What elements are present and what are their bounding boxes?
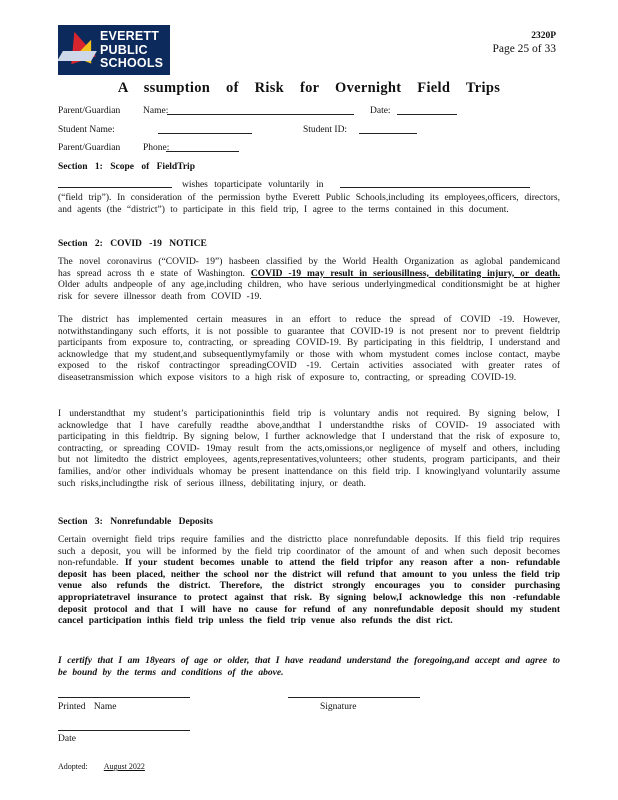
covid-paragraph-2: The district has implemented certain measures in an effort to reduce the spread of COVID -19. However, notwithstandingany such efforts, it is not possible to guarantee that COVID-19 is not present nor to prevent fieldtrip participants from exposure to, contracting, or spreading COVID-19. By participating in this fieldtrip, I understand and acknowledge that my student,and subsequentlymyfamily or those with whom mystudent comes inclose contact, maybe exposed to the riskof contractingor spreadingCOVID -19. Certain activities associated with greater rates of diseasetransmission which expose visitors to a high risk of exposure to, contracting, or spreading COVID-19. (58, 315, 560, 383)
deposits-paragraph: Certain overnight field trips require families and the districtto place nonrefundable deposits. If this field trip requires such a deposit, you will be informed by the field trip coordinator of the amount of and when such deposit becomes non-refundable. If your student becomes unable to attend the field tripfor any reason after a non- refundable deposit has been placed, neither the school nor the district will refund that amount to you unless the field trip venue also refunds the district. Therefore, the district strongly encourages you to consider purchasing appropriatetravel insurance to protect against that risk. By signing below,I acknowledge this non -refundable deposit protocol and that I will have no cause for refund of any nonrefundable deposit should my student cancel participation inthis field trip unless the field trip venue also refunds the dist rict. (58, 535, 560, 627)
section-3-heading: Section 3: Nonrefundable Deposits (58, 517, 213, 527)
section-1-heading: Section 1: Scope of FieldTrip (58, 162, 195, 172)
page-number: Page 25 of 33 (492, 43, 556, 55)
parent-name-field[interactable] (167, 106, 354, 115)
date-signed-line[interactable] (58, 730, 190, 731)
covid-paragraph-1: The novel coronavirus (“COVID- 19”) hasbeen classified by the World Health Organization as aglobal pandemicand has spread across th e state of Washington. COVID -19 may result in seriousillness, debilitating injury, or death. Older adults andpeople of any age,including children, who have serious underlyingmedical conditionsmight be at higher risk for severe illnessor death from COVID -19. (58, 257, 560, 302)
signature-line[interactable] (288, 697, 420, 698)
date-field[interactable] (397, 106, 457, 115)
student-id-field[interactable] (359, 125, 417, 134)
student-participant-field[interactable] (58, 179, 172, 188)
date-label: Date: (370, 106, 391, 116)
phone-field[interactable] (166, 143, 239, 152)
student-name-field[interactable] (158, 125, 252, 134)
printed-name-line[interactable] (58, 697, 190, 698)
certification-statement: I certify that I am 18years of age or older, that I have readand understand the foregoing,and accept and agree to be bound by the terms and conditions of the above. (58, 656, 560, 678)
parent-name-row: Parent/Guardian Name: (58, 106, 169, 116)
covid-paragraph-3: I understandthat my student’s participationinthis field trip is voluntary andis not required. By signing below, I acknowledge that I have carefully readthe above,andthat I understandthe risks of COVID- 19 associated with participating in this fieldtrip. By signing below, I further acknowledge that I understand that the risk of exposure to, contracting, or spreading COVID- 19may result from the acts,omissions,or negligence of myself and others, including but not limitedto the district employees, agents,representatives,volunteers; other students, program participants, and their families, and/or other individuals whomay be present inattendance on this field trip. I knowinglyand voluntarily assume such risks,includingthe risk of serious illness, debilitating injury, or death. (58, 409, 560, 489)
adopted-footer: Adopted: August 2022 (58, 762, 145, 771)
section-1-body: (“field trip”). In consideration of the permission bythe Everett Public Schools,including its employees,officers, directors, and agents (the “district”) to participate in this field trip, I agree to the terms contained in this document. (58, 193, 560, 215)
student-name-label: Student Name: (58, 125, 115, 135)
wishes-text: wishes toparticipate voluntarily in (182, 180, 324, 190)
document-title: A ssumption of Risk for Overnight Field Trips (117, 80, 501, 96)
policy-code: 2320P (531, 31, 556, 41)
student-id-label: Student ID: (303, 125, 348, 135)
district-logo (58, 25, 170, 75)
phone-row: Parent/Guardian Phone: (58, 143, 170, 153)
logo-swoosh (58, 51, 97, 61)
logo-text: EVERETT PUBLIC SCHOOLS (100, 29, 164, 70)
section-2-heading: Section 2: COVID -19 NOTICE (58, 239, 207, 249)
date-signed-label: Date (58, 734, 76, 744)
signature-label: Signature (320, 702, 357, 712)
printed-name-label: Printed Name (58, 702, 117, 712)
field-trip-name-field[interactable] (340, 179, 530, 188)
